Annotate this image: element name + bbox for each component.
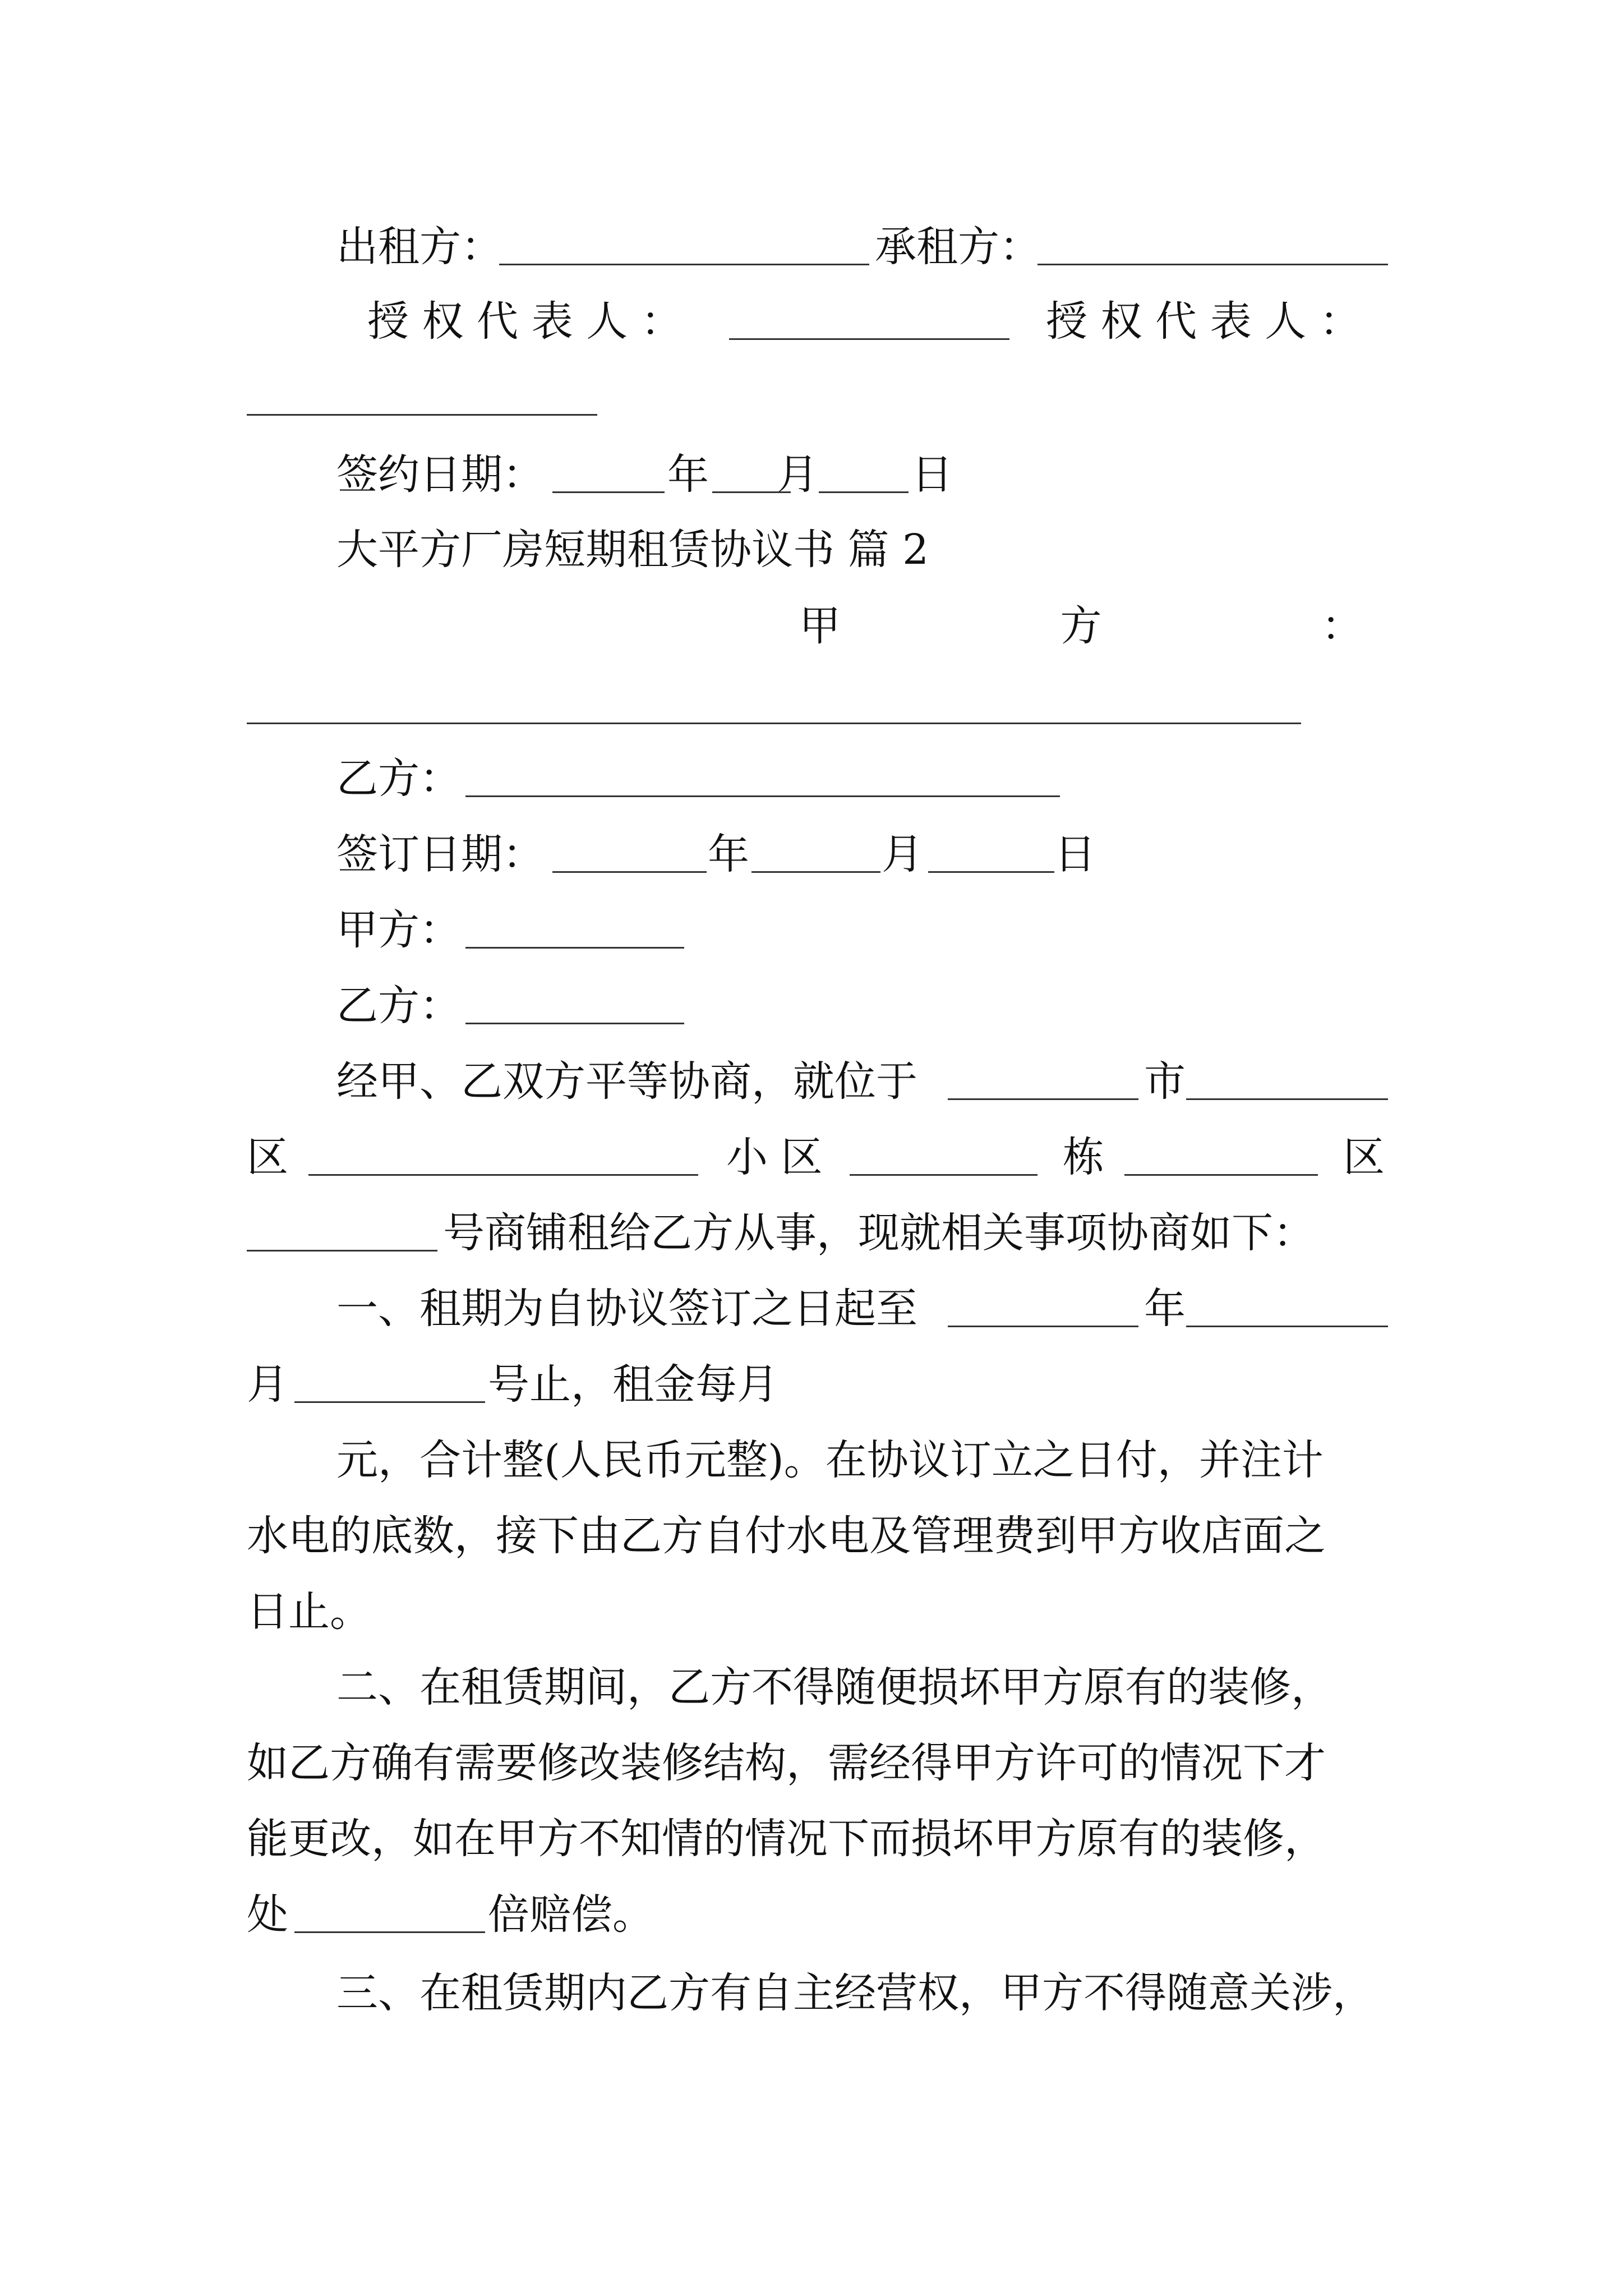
penalty-multiplier-blank (294, 1931, 485, 1933)
city-label: 市 (1144, 1057, 1186, 1106)
agreement-intro: 经甲、乙双方平等协商，就位于 (336, 1057, 917, 1106)
party-a-char-2: 方 (1060, 602, 1102, 650)
lessee-label: 承租方： (875, 223, 1041, 271)
clause-2-line-2: 如乙方确有需要修改装修结构，需经得甲方许可的情况下才 (247, 1739, 1326, 1787)
community-label: 小 区 (726, 1133, 823, 1181)
area-blank (1124, 1174, 1318, 1176)
contract-date-label: 签订日期： (336, 830, 544, 878)
contract-year-blank (552, 871, 707, 873)
clause-2-line-3: 能更改，如在甲方不知情的情况下而损坏甲方原有的装修， (247, 1815, 1326, 1863)
term-day-blank (294, 1401, 485, 1403)
sign-month-label: 月 (777, 450, 818, 499)
party-b-blank (465, 795, 1060, 797)
shop-lease-text: 号商铺租给乙方从事，现就相关事项协商如下： (443, 1209, 1315, 1257)
party-b-short-label: 乙方： (336, 982, 461, 1030)
utilities-end-text: 日止。 (247, 1588, 371, 1636)
sign-year-label: 年 (667, 450, 709, 499)
building-blank (850, 1174, 1038, 1176)
lessee-representative-label: 授 权 代 表 人 ： (1046, 297, 1361, 346)
lessee-blank (1038, 264, 1388, 265)
penalty-label: 处 (247, 1890, 288, 1939)
term-clause-text: 一、租期为自协议签订之日起至 (336, 1285, 917, 1333)
party-a-short-blank (465, 947, 684, 949)
rent-text: 号止，租金每月 (488, 1360, 778, 1409)
community-blank (308, 1174, 698, 1176)
party-a-blank (247, 723, 1301, 724)
penalty-text: 倍赔偿。 (488, 1890, 654, 1939)
party-a-colon: ： (1321, 602, 1363, 650)
party-b-short-blank (465, 1023, 684, 1024)
district-blank (1186, 1098, 1388, 1100)
party-b-label: 乙方： (336, 754, 461, 803)
lessee-representative-blank (247, 414, 597, 416)
lessor-label: 出租方： (336, 223, 502, 271)
contract-month-blank (751, 871, 880, 873)
clause-3-line-1: 三、在租赁期内乙方有自主经营权，甲方不得随意关涉， (336, 1969, 1374, 2017)
sign-day-label: 日 (911, 450, 953, 499)
party-a-char-1: 甲 (799, 602, 841, 650)
shop-number-blank (247, 1250, 437, 1251)
area-label: 区 (1343, 1133, 1385, 1181)
sign-date-label: 签约日期： (336, 450, 544, 499)
section-title: 大平方厂房短期租赁协议书 篇 2 (336, 526, 929, 574)
contract-year-label: 年 (708, 830, 749, 878)
building-label: 栋 (1063, 1133, 1104, 1181)
contract-month-label: 月 (882, 830, 923, 878)
term-month-blank (1186, 1326, 1388, 1327)
clause-2-line-1: 二、在租赁期间，乙方不得随便损坏甲方原有的装修， (336, 1663, 1332, 1711)
sign-year-blank (552, 491, 665, 493)
party-a-label (799, 599, 1363, 653)
term-year-blank (948, 1326, 1138, 1327)
lessor-blank (499, 264, 869, 265)
lessor-representative-label: 授 权 代 表 人 ： (367, 297, 683, 346)
contract-day-label: 日 (1054, 830, 1096, 878)
city-blank (948, 1098, 1138, 1100)
utilities-text: 水电的底数，接下由乙方自付水电及管理费到甲方收店面之 (247, 1512, 1326, 1560)
rent-total-text: 元，合计整(人民币元整)。在协议订立之日付，并注计 (336, 1436, 1324, 1484)
party-a-short-label: 甲方： (336, 906, 461, 954)
term-year-label: 年 (1144, 1285, 1186, 1333)
term-month-label: 月 (247, 1360, 288, 1409)
district-label: 区 (247, 1133, 288, 1181)
lessor-representative-blank (729, 338, 1009, 340)
contract-day-blank (928, 871, 1054, 873)
sign-day-blank (819, 491, 909, 493)
